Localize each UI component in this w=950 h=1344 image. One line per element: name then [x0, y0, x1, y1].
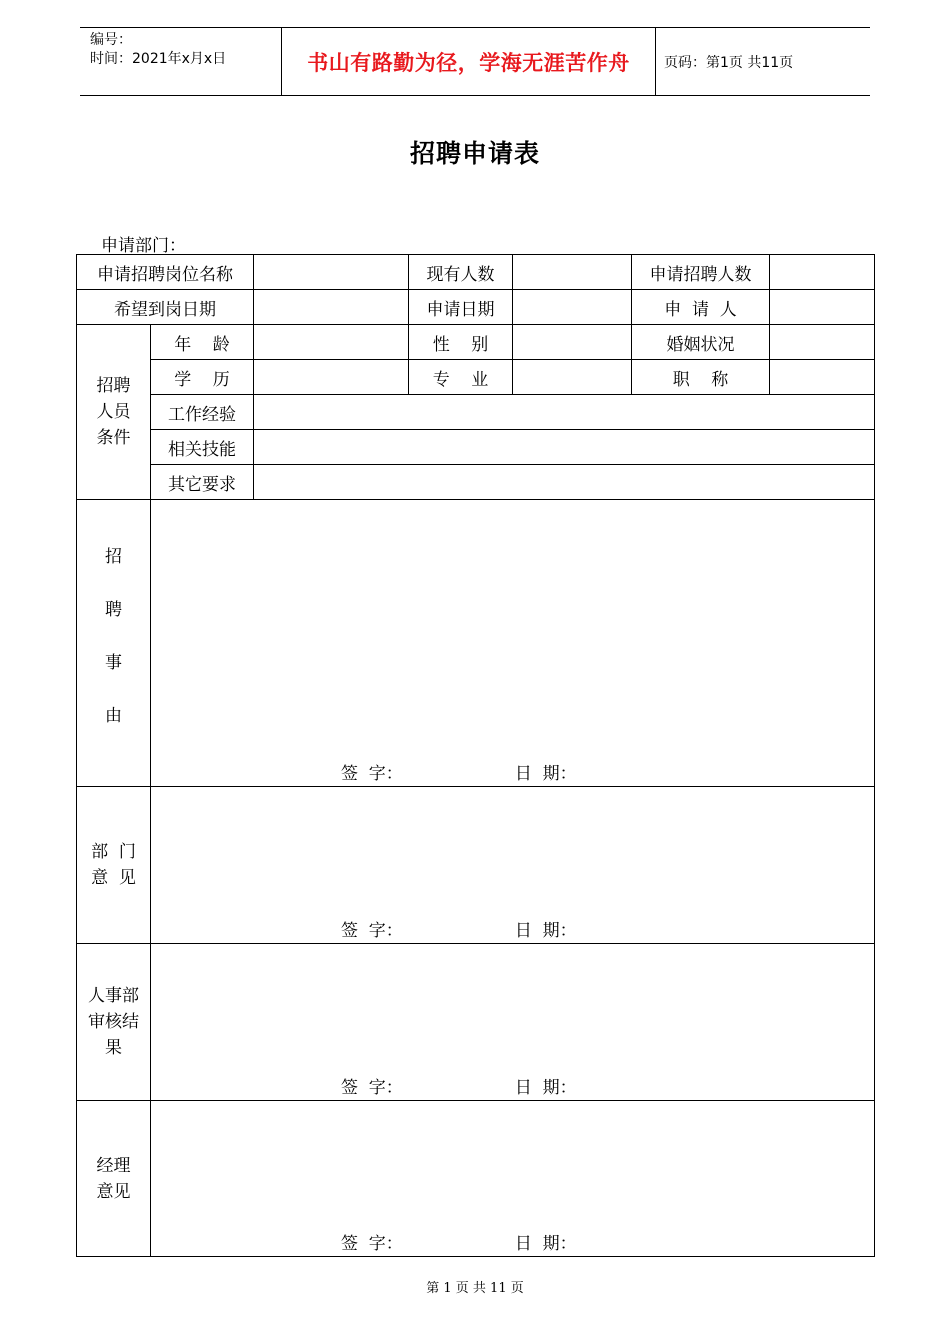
- manager-opinion-field[interactable]: [151, 1101, 875, 1257]
- header-divider: [655, 27, 656, 96]
- hr-review-line: 人事部: [88, 986, 139, 1006]
- date-label: 日 期：: [514, 764, 577, 784]
- major-label: 专 业: [409, 360, 513, 395]
- form-row: [77, 290, 875, 325]
- application-date-field[interactable]: [513, 290, 632, 325]
- date-label: 日 期：: [514, 1078, 577, 1098]
- applicant-field[interactable]: [770, 290, 875, 325]
- requested-headcount-field[interactable]: [770, 255, 875, 290]
- applicant-label: 申 请 人: [632, 290, 770, 325]
- header-date: 时间：2021年x月x日: [90, 51, 227, 67]
- gender-field[interactable]: [513, 325, 632, 360]
- other-requirements-label: 其它要求: [151, 465, 254, 500]
- marital-status-field[interactable]: [770, 325, 875, 360]
- reason-label-char: 招: [105, 547, 122, 567]
- current-headcount-label: 现有人数: [409, 255, 513, 290]
- hr-review-line: 审核结: [88, 1012, 139, 1032]
- header-meta: [90, 31, 226, 69]
- title-label: 职 称: [632, 360, 770, 395]
- reason-label-char: 事: [105, 653, 122, 673]
- hr-review-label: [77, 944, 151, 1101]
- current-headcount-field[interactable]: [513, 255, 632, 290]
- form-row: [77, 787, 875, 944]
- manager-opinion-line: 意见: [96, 1181, 131, 1202]
- header-page-number: 页码：第1页 共11页: [664, 54, 794, 71]
- related-skills-field[interactable]: [254, 430, 875, 465]
- gender-label: 性 别: [409, 325, 513, 360]
- dept-opinion-line: 意 见: [91, 868, 136, 888]
- form-row: [77, 360, 875, 395]
- signature-label: 签 字：: [341, 921, 403, 941]
- conditions-label: [77, 325, 151, 500]
- reason-field[interactable]: [151, 500, 875, 787]
- manager-opinion-line: 经理: [96, 1155, 131, 1176]
- hr-review-line: 果: [105, 1038, 122, 1058]
- form-row: [77, 500, 875, 787]
- manager-opinion-label: [77, 1101, 151, 1257]
- signature-line: [341, 1073, 577, 1098]
- title-field[interactable]: [770, 360, 875, 395]
- date-label: 日 期：: [514, 921, 577, 941]
- form-row: [77, 1101, 875, 1257]
- date-label: 日 期：: [514, 1234, 577, 1254]
- position-name-label: 申请招聘岗位名称: [77, 255, 254, 290]
- page-header: [80, 27, 870, 96]
- reason-label: [77, 500, 151, 787]
- education-field[interactable]: [254, 360, 409, 395]
- form-row: [77, 255, 875, 290]
- signature-label: 签 字：: [341, 1234, 403, 1254]
- header-motto: 书山有路勤为径，学海无涯苦作舟: [307, 49, 630, 75]
- signature-label: 签 字：: [341, 1078, 403, 1098]
- work-experience-label: 工作经验: [151, 395, 254, 430]
- marital-status-label: 婚姻状况: [632, 325, 770, 360]
- form-row: [77, 325, 875, 360]
- requested-headcount-label: 申请招聘人数: [632, 255, 770, 290]
- form-row: [77, 395, 875, 430]
- form-row: [77, 430, 875, 465]
- signature-line: [341, 916, 577, 941]
- conditions-label-line: 条件: [96, 428, 131, 448]
- expected-start-date-label: 希望到岗日期: [77, 290, 254, 325]
- signature-line: [341, 1229, 577, 1254]
- header-number: 编号：: [90, 32, 132, 48]
- document-title: 招聘申请表: [409, 139, 540, 168]
- signature-label: 签 字：: [341, 764, 403, 784]
- related-skills-label: 相关技能: [151, 430, 254, 465]
- major-field[interactable]: [513, 360, 632, 395]
- page-footer: 第 1 页 共 11 页: [426, 1281, 524, 1296]
- hr-review-field[interactable]: [151, 944, 875, 1101]
- form-row: [77, 465, 875, 500]
- expected-start-date-field[interactable]: [254, 290, 409, 325]
- other-requirements-field[interactable]: [254, 465, 875, 500]
- signature-line: [341, 759, 577, 784]
- work-experience-field[interactable]: [254, 395, 875, 430]
- dept-opinion-field[interactable]: [151, 787, 875, 944]
- reason-label-char: 聘: [105, 600, 122, 620]
- conditions-label-line: 招聘: [96, 376, 131, 396]
- conditions-label-line: 人员: [96, 402, 131, 422]
- education-label: 学 历: [151, 360, 254, 395]
- dept-opinion-line: 部 门: [91, 842, 136, 862]
- application-date-label: 申请日期: [409, 290, 513, 325]
- form-row: [77, 944, 875, 1101]
- dept-opinion-label: [77, 787, 151, 944]
- dept-label: 申请部门：: [101, 236, 186, 256]
- recruitment-form: [76, 254, 875, 1257]
- position-name-field[interactable]: [254, 255, 409, 290]
- reason-label-char: 由: [105, 706, 122, 726]
- age-label: 年 龄: [151, 325, 254, 360]
- age-field[interactable]: [254, 325, 409, 360]
